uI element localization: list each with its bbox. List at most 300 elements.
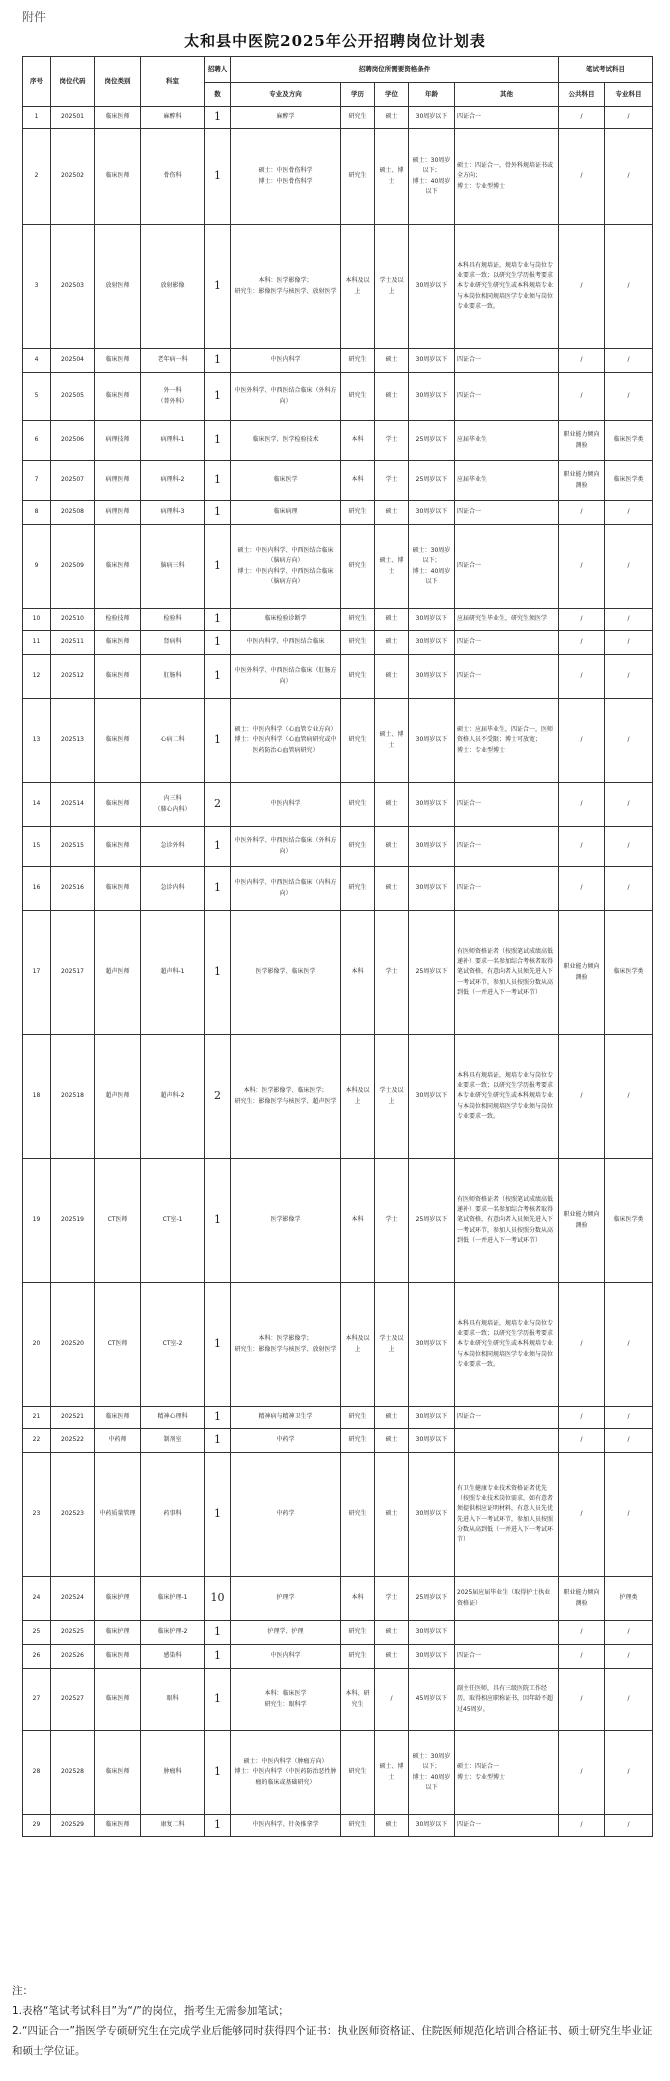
cell-code: 202510 (51, 609, 95, 631)
cell-major: 本科：医学影像学； 研究生：影像医学与核医学、放射医学 (231, 1283, 341, 1407)
cell-code: 202515 (51, 827, 95, 867)
cell-dept: 眼科 (141, 1669, 205, 1731)
cell-exam-prof: / (605, 129, 653, 225)
header-edu: 学历 (341, 83, 375, 107)
cell-degree: 硕士 (375, 609, 409, 631)
table-row (23, 1429, 653, 1453)
cell-other (455, 1621, 559, 1645)
cell-age: 30周岁以下 (409, 655, 455, 699)
cell-degree: 硕士 (375, 1429, 409, 1453)
cell-dept: 肛肠科 (141, 655, 205, 699)
cell-major: 精神病与精神卫生学 (231, 1407, 341, 1429)
cell-degree: / (375, 1669, 409, 1731)
cell-age: 25周岁以下 (409, 1577, 455, 1621)
cell-degree: 学士 (375, 421, 409, 461)
cell-code: 202503 (51, 225, 95, 349)
cell-code: 202522 (51, 1429, 95, 1453)
cell-count: 1 (205, 911, 231, 1035)
cell-exam-public: / (559, 501, 605, 525)
header-degree: 学位 (375, 83, 409, 107)
header-other: 其他 (455, 83, 559, 107)
cell-category: 临床医师 (95, 699, 141, 783)
cell-major: 中医外科学、中西医结合临床（外科方向） (231, 827, 341, 867)
cell-count: 1 (205, 421, 231, 461)
cell-category: 中药质量管理 (95, 1453, 141, 1577)
cell-exam-prof: / (605, 1621, 653, 1645)
cell-degree: 学士及以上 (375, 225, 409, 349)
cell-category: 病理技师 (95, 421, 141, 461)
cell-other: 应届毕业生 (455, 421, 559, 461)
table-row (23, 1621, 653, 1645)
cell-edu: 本科、研究生 (341, 1669, 375, 1731)
cell-degree: 硕士 (375, 827, 409, 867)
cell-exam-public: / (559, 609, 605, 631)
cell-exam-public: / (559, 655, 605, 699)
cell-code: 202504 (51, 349, 95, 373)
cell-major: 硕士：中医内科学（肿瘤方向） 博士：中医内科学（中医药防治恶性肿瘤的临床或基础研究） (231, 1731, 341, 1815)
cell-edu: 本科 (341, 911, 375, 1035)
cell-code: 202526 (51, 1645, 95, 1669)
cell-category: 临床医师 (95, 1669, 141, 1731)
cell-category: 病理医师 (95, 461, 141, 501)
cell-dept: 病理科-1 (141, 421, 205, 461)
table-row (23, 107, 653, 129)
cell-exam-prof: 临床医学类 (605, 421, 653, 461)
cell-other: 有医师资格证者（按照笔试成绩高低递补）要求一名参加综合考核者取得笔试资格，有意向者入员须先进入下一考试环节，参加人员按照分数从高到低（一并进入下一考试环节） (455, 1159, 559, 1283)
cell-code: 202527 (51, 1669, 95, 1731)
cell-exam-public: / (559, 1645, 605, 1669)
cell-major: 临床医学、医学检验技术 (231, 421, 341, 461)
cell-category: 临床医师 (95, 1731, 141, 1815)
cell-exam-prof: / (605, 107, 653, 129)
table-row (23, 129, 653, 225)
cell-count: 1 (205, 1283, 231, 1407)
cell-count: 1 (205, 699, 231, 783)
cell-count: 1 (205, 349, 231, 373)
cell-count: 10 (205, 1577, 231, 1621)
cell-exam-public: / (559, 225, 605, 349)
cell-exam-public: 职业能力倾向测验 (559, 911, 605, 1035)
cell-major: 中医内科学、中西医结合临床（内科方向） (231, 867, 341, 911)
cell-edu: 本科 (341, 421, 375, 461)
note-item-1: 1.表格“笔试考试科目”为“/”的岗位，指考生无需参加笔试； (12, 2004, 289, 2017)
cell-edu: 本科 (341, 1577, 375, 1621)
cell-edu: 研究生 (341, 501, 375, 525)
cell-edu: 研究生 (341, 1621, 375, 1645)
cell-category: 临床医师 (95, 631, 141, 655)
cell-degree: 硕士、博士 (375, 525, 409, 609)
cell-age: 硕士：30周岁以下； 博士：40周岁以下 (409, 129, 455, 225)
cell-exam-prof: / (605, 827, 653, 867)
header-exam-prof: 专业科目 (605, 83, 653, 107)
cell-exam-prof: / (605, 1645, 653, 1669)
cell-seq: 18 (23, 1035, 51, 1159)
cell-exam-public: / (559, 525, 605, 609)
cell-count: 1 (205, 1815, 231, 1837)
table-row (23, 911, 653, 1035)
cell-count: 1 (205, 1429, 231, 1453)
header-major: 专业及方向 (231, 83, 341, 107)
cell-exam-public: / (559, 373, 605, 421)
cell-seq: 6 (23, 421, 51, 461)
cell-exam-public: / (559, 699, 605, 783)
cell-dept: 放射影像 (141, 225, 205, 349)
cell-dept: 超声科-1 (141, 911, 205, 1035)
cell-count: 1 (205, 1453, 231, 1577)
cell-other: 硕士：四证合一 博士：专业型博士 (455, 1731, 559, 1815)
table-row (23, 1645, 653, 1669)
cell-degree: 硕士 (375, 1453, 409, 1577)
cell-code: 202516 (51, 867, 95, 911)
cell-dept: 临床护理-1 (141, 1577, 205, 1621)
cell-other: 应届研究生毕业生，研究生须医学 (455, 609, 559, 631)
cell-exam-prof: / (605, 501, 653, 525)
cell-edu: 研究生 (341, 107, 375, 129)
cell-code: 202505 (51, 373, 95, 421)
cell-count: 1 (205, 461, 231, 501)
table-row (23, 609, 653, 631)
cell-edu: 研究生 (341, 867, 375, 911)
cell-dept: 检验科 (141, 609, 205, 631)
cell-count: 1 (205, 525, 231, 609)
cell-dept: 肿瘤科 (141, 1731, 205, 1815)
cell-exam-public: / (559, 129, 605, 225)
cell-seq: 26 (23, 1645, 51, 1669)
table-row (23, 1731, 653, 1815)
cell-category: 临床医师 (95, 827, 141, 867)
cell-category: 临床医师 (95, 1645, 141, 1669)
cell-category: 临床护理 (95, 1577, 141, 1621)
cell-code: 202512 (51, 655, 95, 699)
table-row (23, 421, 653, 461)
cell-exam-prof: / (605, 1429, 653, 1453)
cell-major: 硕士：中医内科学、中西医结合临床（脑病方向） 博士：中医内科学、中西医结合临床（脑病方向） (231, 525, 341, 609)
cell-age: 硕士：30周岁以下； 博士：40周岁以下 (409, 525, 455, 609)
cell-exam-prof: 临床医学类 (605, 1159, 653, 1283)
table-row (23, 1453, 653, 1577)
cell-code: 202517 (51, 911, 95, 1035)
cell-age: 30周岁以下 (409, 373, 455, 421)
cell-exam-prof: / (605, 1407, 653, 1429)
cell-exam-public: / (559, 631, 605, 655)
table-row (23, 1815, 653, 1837)
cell-exam-prof: 临床医学类 (605, 461, 653, 501)
cell-edu: 研究生 (341, 349, 375, 373)
table-row (23, 699, 653, 783)
cell-edu: 研究生 (341, 699, 375, 783)
cell-count: 1 (205, 609, 231, 631)
cell-exam-prof: / (605, 655, 653, 699)
cell-age: 30周岁以下 (409, 107, 455, 129)
cell-exam-public: / (559, 1621, 605, 1645)
cell-code: 202528 (51, 1731, 95, 1815)
cell-edu: 研究生 (341, 1645, 375, 1669)
cell-seq: 11 (23, 631, 51, 655)
cell-exam-prof: / (605, 609, 653, 631)
cell-age: 30周岁以下 (409, 783, 455, 827)
cell-code: 202523 (51, 1453, 95, 1577)
cell-degree: 学士及以上 (375, 1283, 409, 1407)
cell-degree: 硕士 (375, 373, 409, 421)
cell-seq: 19 (23, 1159, 51, 1283)
cell-code: 202521 (51, 1407, 95, 1429)
cell-dept: 麻醉科 (141, 107, 205, 129)
cell-age: 30周岁以下 (409, 1429, 455, 1453)
cell-category: 临床医师 (95, 1815, 141, 1837)
cell-major: 中医内科学 (231, 783, 341, 827)
cell-seq: 9 (23, 525, 51, 609)
cell-other (455, 1429, 559, 1453)
cell-exam-public: / (559, 1731, 605, 1815)
cell-age: 30周岁以下 (409, 867, 455, 911)
cell-category: 临床医师 (95, 783, 141, 827)
cell-exam-prof: / (605, 1669, 653, 1731)
cell-seq: 2 (23, 129, 51, 225)
cell-count: 1 (205, 1731, 231, 1815)
cell-exam-public: / (559, 867, 605, 911)
cell-dept: 制剂室 (141, 1429, 205, 1453)
cell-dept: 临床护理-2 (141, 1621, 205, 1645)
cell-seq: 12 (23, 655, 51, 699)
cell-degree: 硕士 (375, 631, 409, 655)
table-row (23, 655, 653, 699)
recruitment-plan-table (22, 56, 653, 1837)
cell-code: 202525 (51, 1621, 95, 1645)
cell-other: 四证合一 (455, 501, 559, 525)
attachment-label: 附件 (22, 10, 47, 24)
cell-edu: 研究生 (341, 129, 375, 225)
cell-major: 临床检验诊断学 (231, 609, 341, 631)
table-row (23, 1159, 653, 1283)
cell-exam-prof: / (605, 783, 653, 827)
cell-exam-public: / (559, 1407, 605, 1429)
cell-seq: 20 (23, 1283, 51, 1407)
cell-exam-prof: / (605, 1035, 653, 1159)
cell-dept: 精神心理科 (141, 1407, 205, 1429)
cell-dept: 外一科 （普外科） (141, 373, 205, 421)
cell-other: 四证合一 (455, 1407, 559, 1429)
cell-exam-public: 职业能力倾向测验 (559, 1159, 605, 1283)
cell-code: 202529 (51, 1815, 95, 1837)
cell-other: 四证合一 (455, 373, 559, 421)
table-row (23, 373, 653, 421)
cell-dept: 药事科 (141, 1453, 205, 1577)
cell-edu: 本科 (341, 1159, 375, 1283)
cell-other: 硕士：应届毕业生，四证合一，医师资格人员不受限；博士可放宽； 博士：专业型博士 (455, 699, 559, 783)
cell-other: 四证合一 (455, 827, 559, 867)
header-category: 岗位类别 (95, 57, 141, 107)
cell-major: 护理学 (231, 1577, 341, 1621)
cell-count: 1 (205, 631, 231, 655)
cell-code: 202519 (51, 1159, 95, 1283)
cell-degree: 学士 (375, 1159, 409, 1283)
cell-code: 202509 (51, 525, 95, 609)
cell-major: 临床医学 (231, 461, 341, 501)
cell-edu: 本科及以上 (341, 1283, 375, 1407)
cell-dept: 急诊外科 (141, 827, 205, 867)
cell-seq: 28 (23, 1731, 51, 1815)
cell-dept: 急诊内科 (141, 867, 205, 911)
cell-age: 30周岁以下 (409, 349, 455, 373)
cell-seq: 24 (23, 1577, 51, 1621)
cell-exam-prof: 护理类 (605, 1577, 653, 1621)
cell-dept: 脑病三科 (141, 525, 205, 609)
cell-count: 1 (205, 225, 231, 349)
cell-degree: 硕士 (375, 655, 409, 699)
cell-exam-public: / (559, 827, 605, 867)
cell-edu: 本科及以上 (341, 1035, 375, 1159)
cell-age: 30周岁以下 (409, 1035, 455, 1159)
cell-age: 30周岁以下 (409, 225, 455, 349)
table-row (23, 1283, 653, 1407)
cell-seq: 10 (23, 609, 51, 631)
table-row (23, 1669, 653, 1731)
cell-category: 检验技师 (95, 609, 141, 631)
cell-major: 医学影像学 (231, 1159, 341, 1283)
cell-category: 病理医师 (95, 501, 141, 525)
cell-age: 30周岁以下 (409, 1815, 455, 1837)
cell-major: 中药学 (231, 1453, 341, 1577)
cell-exam-public: / (559, 349, 605, 373)
cell-code: 202511 (51, 631, 95, 655)
table-row (23, 631, 653, 655)
cell-major: 中医内科学 (231, 1645, 341, 1669)
cell-other: 四证合一 (455, 107, 559, 129)
cell-major: 临床病理 (231, 501, 341, 525)
cell-degree: 学士 (375, 1577, 409, 1621)
cell-degree: 硕士 (375, 1815, 409, 1837)
cell-count: 1 (205, 1621, 231, 1645)
cell-age: 30周岁以下 (409, 1283, 455, 1407)
cell-seq: 23 (23, 1453, 51, 1577)
cell-count: 1 (205, 107, 231, 129)
cell-degree: 硕士 (375, 1407, 409, 1429)
table-row (23, 349, 653, 373)
cell-degree: 硕士、博士 (375, 699, 409, 783)
cell-age: 30周岁以下 (409, 1453, 455, 1577)
cell-count: 2 (205, 1035, 231, 1159)
cell-age: 30周岁以下 (409, 1407, 455, 1429)
cell-count: 2 (205, 783, 231, 827)
cell-exam-public: / (559, 1035, 605, 1159)
table-body (23, 107, 653, 1837)
cell-other: 本科具有规培证，规培专业与岗位专业要求一致；以研究生学历报考要求本专业研究生研究生或本科规培专业与本岗位相同规培医学专业须与岗位专业要求一致。 (455, 225, 559, 349)
cell-age: 25周岁以下 (409, 421, 455, 461)
cell-category: 中药师 (95, 1429, 141, 1453)
table-row (23, 783, 653, 827)
cell-exam-prof: / (605, 525, 653, 609)
table-row (23, 225, 653, 349)
cell-other: 副主任医师，具有三级医院工作经历，取得相应职称证书，因年龄不超过45周岁。 (455, 1669, 559, 1731)
cell-edu: 研究生 (341, 827, 375, 867)
cell-count: 1 (205, 129, 231, 225)
cell-seq: 5 (23, 373, 51, 421)
cell-code: 202524 (51, 1577, 95, 1621)
cell-category: 临床医师 (95, 867, 141, 911)
cell-category: 临床医师 (95, 349, 141, 373)
cell-seq: 4 (23, 349, 51, 373)
cell-dept: 老年病一科 (141, 349, 205, 373)
cell-degree: 硕士、博士 (375, 129, 409, 225)
cell-seq: 29 (23, 1815, 51, 1837)
table-row (23, 501, 653, 525)
cell-major: 本科：医学影像学； 研究生：影像医学与核医学、放射医学 (231, 225, 341, 349)
cell-major: 硕士：中医内科学（心血管专业方向） 博士：中医内科学（心血管病研究或中医药防治心血管病研究） (231, 699, 341, 783)
cell-exam-public: 职业能力倾向测验 (559, 421, 605, 461)
cell-other: 四证合一 (455, 1645, 559, 1669)
cell-exam-prof: / (605, 1453, 653, 1577)
table-row (23, 867, 653, 911)
header-age: 年龄 (409, 83, 455, 107)
note-item-2: 2.“四证合一”指医学专硕研究生在完成学业后能够同时获得四个证书：执业医师资格证、住院医师规范化培训合格证书、硕士研究生毕业证和硕士学位证。 (12, 2024, 653, 2057)
cell-edu: 研究生 (341, 783, 375, 827)
cell-exam-prof: / (605, 631, 653, 655)
cell-seq: 25 (23, 1621, 51, 1645)
cell-other: 四证合一 (455, 655, 559, 699)
cell-major: 硕士：中医骨伤科学 博士：中医骨伤科学 (231, 129, 341, 225)
cell-dept: CT室-2 (141, 1283, 205, 1407)
cell-major: 中药学 (231, 1429, 341, 1453)
cell-code: 202507 (51, 461, 95, 501)
cell-degree: 硕士 (375, 107, 409, 129)
cell-exam-public: / (559, 107, 605, 129)
cell-code: 202513 (51, 699, 95, 783)
table-row (23, 525, 653, 609)
cell-seq: 7 (23, 461, 51, 501)
table-row (23, 1407, 653, 1429)
cell-other: 有医师资格证者（按照笔试成绩高低递补）要求一名参加综合考核者取得笔试资格，有意向者入员须先进入下一考试环节，参加人员按照分数从高到低（一并进入下一考试环节） (455, 911, 559, 1035)
cell-edu: 研究生 (341, 525, 375, 609)
cell-other: 四证合一 (455, 783, 559, 827)
cell-exam-prof: / (605, 1283, 653, 1407)
cell-other: 本科具有规培证，规培专业与岗位专业要求一致；以研究生学历报考要求本专业研究生研究生或本科规培专业与本岗位相同规培医学专业须与岗位专业要求一致。 (455, 1283, 559, 1407)
cell-other: 本科具有规培证，规培专业与岗位专业要求一致；以研究生学历报考要求本专业研究生研究生或本科规培专业与本岗位相同规培医学专业须与岗位专业要求一致。 (455, 1035, 559, 1159)
cell-edu: 研究生 (341, 1407, 375, 1429)
cell-edu: 研究生 (341, 1429, 375, 1453)
cell-degree: 学士 (375, 911, 409, 1035)
cell-major: 本科：医学影像学、临床医学； 研究生：影像医学与核医学、超声医学 (231, 1035, 341, 1159)
cell-degree: 学士 (375, 461, 409, 501)
cell-major: 麻醉学 (231, 107, 341, 129)
cell-edu: 研究生 (341, 1453, 375, 1577)
cell-major: 本科：临床医学 研究生：眼科学 (231, 1669, 341, 1731)
cell-exam-prof: / (605, 1731, 653, 1815)
cell-exam-public: / (559, 783, 605, 827)
cell-exam-public: / (559, 1429, 605, 1453)
cell-count: 1 (205, 1645, 231, 1669)
cell-seq: 22 (23, 1429, 51, 1453)
cell-age: 30周岁以下 (409, 501, 455, 525)
cell-count: 1 (205, 1669, 231, 1731)
cell-seq: 8 (23, 501, 51, 525)
header-count-bottom: 数 (205, 83, 231, 107)
cell-dept: 感染科 (141, 1645, 205, 1669)
cell-exam-prof: 临床医学类 (605, 911, 653, 1035)
cell-dept: 肾病科 (141, 631, 205, 655)
cell-seq: 13 (23, 699, 51, 783)
cell-category: 放射医师 (95, 225, 141, 349)
cell-category: 临床医师 (95, 107, 141, 129)
cell-degree: 硕士 (375, 1621, 409, 1645)
cell-age: 硕士：30周岁以下； 博士：40周岁以下 (409, 1731, 455, 1815)
cell-edu: 研究生 (341, 373, 375, 421)
cell-major: 中医外科学、中西医结合临床（外科方向） (231, 373, 341, 421)
cell-category: 临床医师 (95, 1407, 141, 1429)
cell-count: 1 (205, 373, 231, 421)
cell-category: 临床护理 (95, 1621, 141, 1645)
cell-major: 中医内科学、中西医结合临床 (231, 631, 341, 655)
cell-degree: 硕士 (375, 501, 409, 525)
